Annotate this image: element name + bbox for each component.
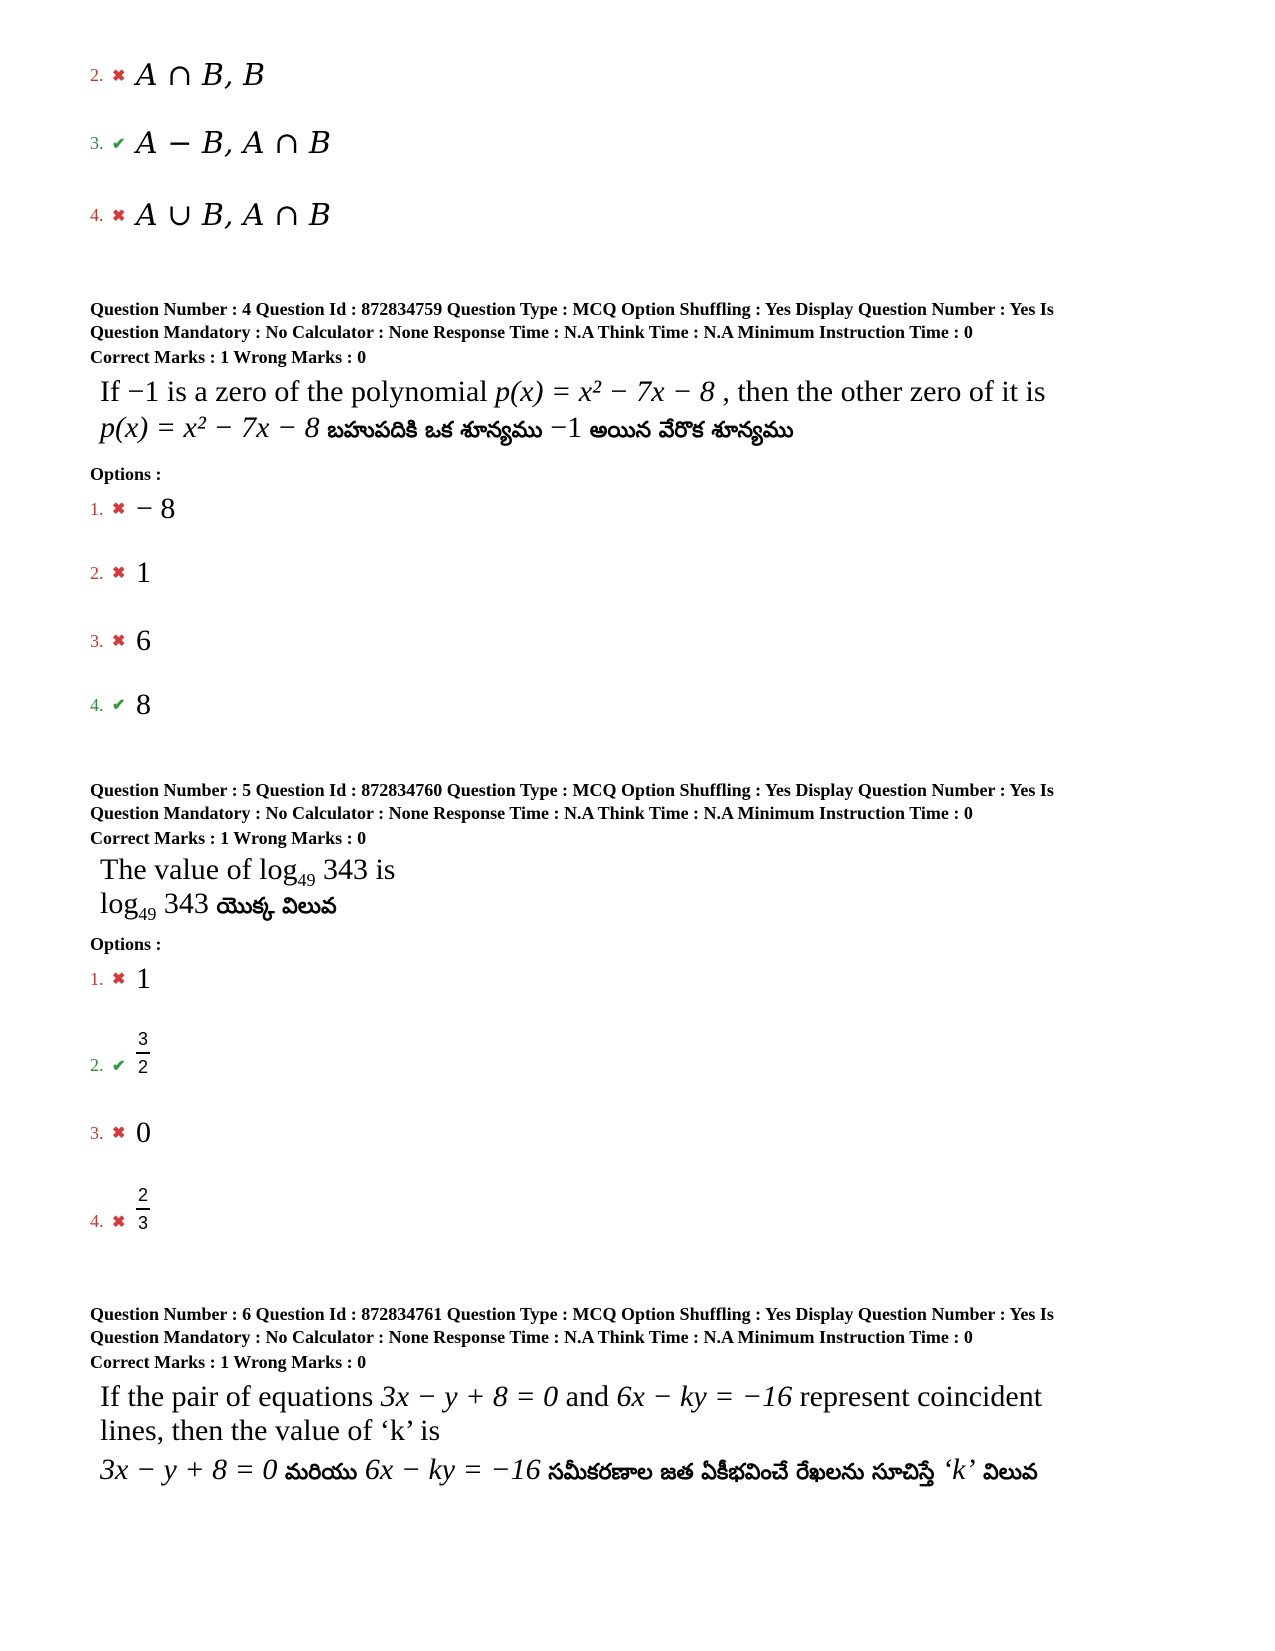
question-meta [90, 1303, 1200, 1374]
text: The value of [100, 853, 260, 886]
numerator: 3 [137, 1029, 148, 1049]
math: 3x − y + 8 = 0 [380, 1380, 559, 1413]
fraction-bar [136, 1052, 150, 1054]
math: 49 [138, 904, 157, 924]
math: −1 [550, 411, 583, 444]
marks-line: Correct Marks : 1 Wrong Marks : 0 [90, 347, 367, 367]
text: బహుపదికి ఒక శూన్యము [319, 418, 551, 443]
math: 343 [156, 887, 209, 920]
cross-icon: ✖ [112, 565, 126, 582]
text: and [558, 1380, 617, 1413]
option-number: 1. [90, 498, 104, 519]
numerator: 2 [137, 1185, 148, 1205]
question-meta [90, 779, 1200, 850]
cross-icon: ✖ [112, 1125, 126, 1142]
check-icon: ✔ [112, 135, 126, 153]
meta-line: Question Mandatory : No Calculator : None Response Time : N.A Think Time : N.A Minimum Instruction Time : 0 [90, 1327, 973, 1347]
cross-icon: ✖ [112, 207, 126, 225]
option-number: 3. [90, 1122, 104, 1143]
marks-line: Correct Marks : 1 Wrong Marks : 0 [90, 1352, 367, 1372]
meta-line: Question Number : 6 Question Id : 872834761 Question Type : MCQ Option Shuffling : Yes Display Question Number : Yes Is [90, 1304, 1054, 1324]
option-row [90, 1186, 150, 1232]
cross-icon: ✖ [112, 501, 126, 518]
marks-line: Correct Marks : 1 Wrong Marks : 0 [90, 828, 367, 848]
option-value: 0 [136, 1116, 151, 1149]
option-number: 2. [90, 562, 104, 583]
math: ‘k’ [942, 1453, 976, 1486]
meta-line: Question Mandatory : No Calculator : None Response Time : N.A Think Time : N.A Minimum Instruction Time : 0 [90, 322, 973, 342]
question-text-te [100, 410, 794, 449]
question-text-en [100, 374, 1046, 410]
denominator: 3 [137, 1213, 148, 1233]
option-value: 1 [136, 962, 151, 995]
text: is [367, 853, 396, 886]
option-number: 2. [90, 65, 104, 85]
text: is a zero of the polynomial [159, 375, 496, 408]
text: యొక్క విలువ [208, 894, 337, 919]
text: If the pair of equations [100, 1380, 381, 1413]
check-icon: ✔ [112, 1058, 126, 1075]
question-text-en [100, 1379, 1042, 1415]
option-number: 4. [90, 694, 104, 715]
math: log [259, 853, 298, 886]
option-fraction [136, 1186, 150, 1232]
math: 49 [297, 870, 316, 890]
option-number: 3. [90, 630, 104, 651]
math: 343 [315, 853, 368, 886]
math: p(x) = x² − 7x − 8 [100, 411, 320, 444]
text: represent coincident [792, 1380, 1043, 1413]
fraction-bar [136, 1208, 150, 1210]
question-meta [90, 298, 1200, 369]
question-text-te [100, 886, 337, 932]
options-label: Options : [90, 464, 162, 484]
text: , then the other zero of it is [714, 375, 1046, 408]
option-value: A ∩ B, B [136, 58, 266, 93]
text: మరియు [277, 1460, 365, 1485]
meta-line: Question Number : 5 Question Id : 872834760 Question Type : MCQ Option Shuffling : Yes Display Question Number : Yes Is [90, 780, 1054, 800]
option-row [90, 492, 175, 526]
option-row [90, 962, 151, 996]
text: అయిన వేరొక శూన్యము [582, 418, 794, 443]
text: If [100, 375, 128, 408]
cross-icon: ✖ [112, 1214, 126, 1231]
math: p(x) = x² − 7x − 8 [495, 375, 715, 408]
option-row [90, 126, 331, 161]
option-number: 1. [90, 968, 104, 989]
option-row [90, 624, 151, 658]
option-value: A − B, A ∩ B [136, 126, 331, 161]
cross-icon: ✖ [112, 67, 126, 85]
meta-line: Question Mandatory : No Calculator : None Response Time : N.A Think Time : N.A Minimum Instruction Time : 0 [90, 803, 973, 823]
option-number: 4. [90, 1211, 104, 1231]
text: సమీకరణాల జత ఏకీభవించే రేఖలను సూచిస్తే [540, 1460, 943, 1485]
check-icon: ✔ [112, 697, 126, 714]
option-value: A ∪ B, A ∩ B [136, 198, 331, 233]
option-row [90, 1116, 151, 1150]
option-number: 4. [90, 205, 104, 225]
option-value: 6 [136, 624, 151, 657]
math: log [100, 887, 139, 920]
math: 3x − y + 8 = 0 [100, 1453, 278, 1486]
option-value: 1 [136, 556, 151, 589]
text: విలువ [975, 1460, 1038, 1485]
option-value: 8 [136, 688, 151, 721]
option-number: 2. [90, 1055, 104, 1075]
option-row [90, 198, 331, 233]
math: 6x − ky = −16 [364, 1453, 541, 1486]
question-text-en-line2: lines, then the value of ‘k’ is [100, 1414, 441, 1447]
cross-icon: ✖ [112, 633, 126, 650]
option-fraction [136, 1030, 150, 1076]
math: 6x − ky = −16 [616, 1380, 793, 1413]
cross-icon: ✖ [112, 971, 126, 988]
option-row [90, 688, 151, 722]
option-number: 3. [90, 133, 104, 153]
options-label: Options : [90, 934, 162, 954]
option-row [90, 58, 265, 93]
question-text-te [100, 1452, 1038, 1491]
denominator: 2 [137, 1057, 148, 1077]
math: −1 [127, 375, 160, 408]
meta-line: Question Number : 4 Question Id : 872834759 Question Type : MCQ Option Shuffling : Yes Display Question Number : Yes Is [90, 299, 1054, 319]
option-row [90, 1030, 150, 1076]
option-value: − 8 [136, 492, 176, 525]
option-row [90, 556, 151, 590]
